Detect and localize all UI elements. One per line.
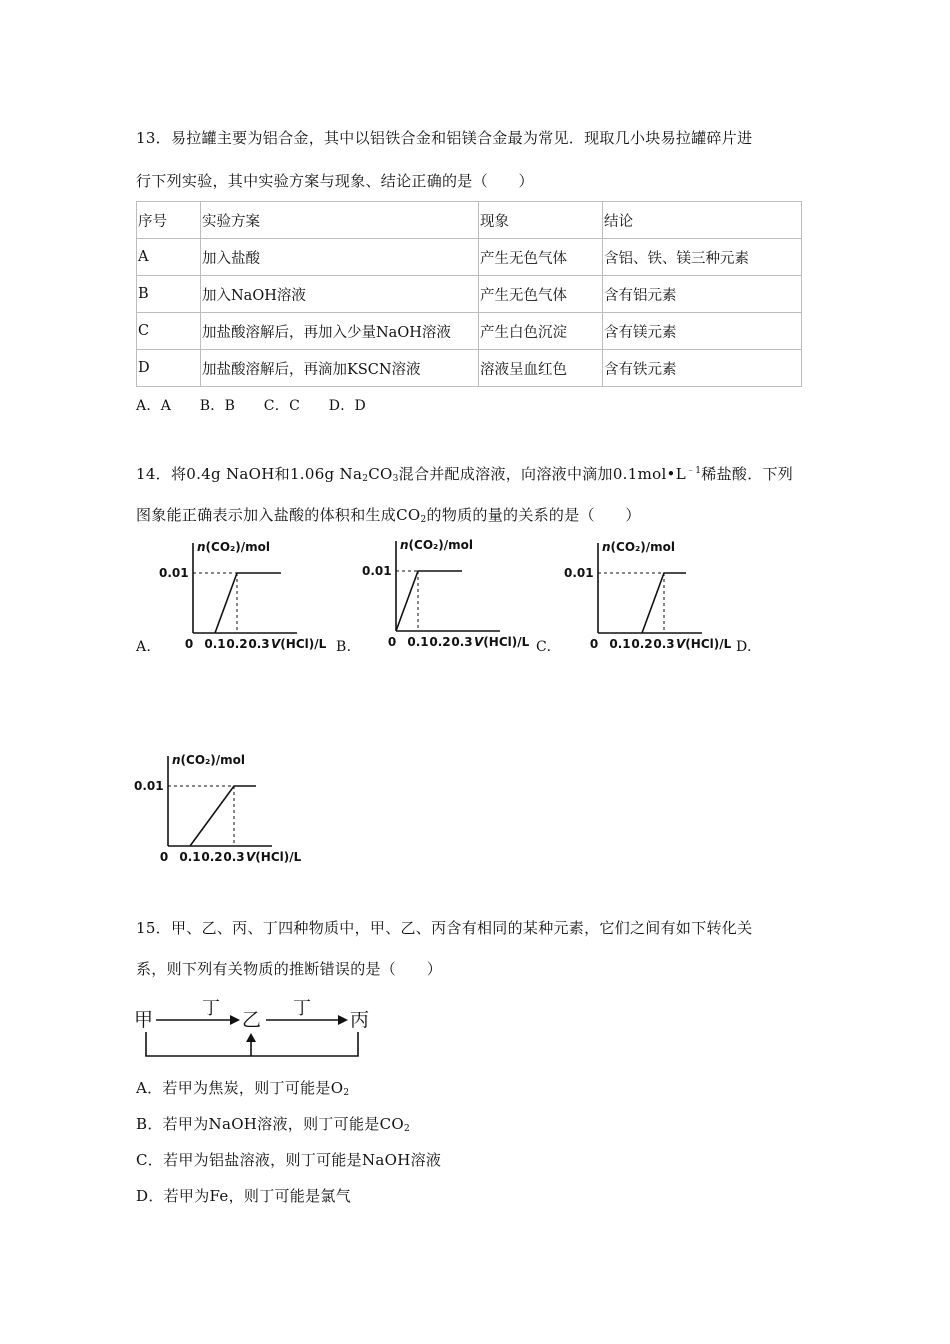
arrow-head [338,1015,348,1025]
option-text: A．若甲为焦炭，则丁可能是O [136,1079,344,1097]
subscript: 2 [343,1088,350,1098]
table-row [137,239,802,276]
table-cell: C [137,313,201,350]
table-cell: 加盐酸溶解后，再滴加KSCN溶液 [201,350,479,387]
x-tick-label: 0.3 [451,635,473,648]
superscript: ﹣1 [685,466,702,476]
graph-option-a [155,535,340,650]
series-line [190,786,256,846]
x-tick-label: 0.2 [226,637,248,650]
q15-stem-line1: 15．甲、乙、丙、丁四种物质中，甲、乙、丙含有相同的某种元素，它们之间有如下转化关 [136,919,753,937]
option-text: B．若甲为NaOH溶液，则丁可能是CO [136,1115,404,1133]
x-tick-label: 0.3 [223,850,245,863]
table-cell: 含有铁元素 [603,350,802,387]
series-line [215,573,281,633]
x-tick-label: 0.3 [653,637,675,650]
y-axis-label: n(CO₂)/mol [602,540,676,554]
q15-option-d: D．若甲为Fe，则丁可能是氯气 [136,1187,351,1205]
table-cell: 加入盐酸 [201,239,479,276]
reagent-ding-1: 丁 [202,998,220,1019]
header-cell: 结论 [603,202,802,239]
x-tick-label: 0 [184,637,194,650]
subscript: 2 [420,515,427,525]
q14-stem-line1 [136,463,793,484]
q14-text: CO [368,465,393,483]
graph-option-b [358,533,543,648]
x-tick-label: 0.1 [204,637,226,650]
subscript: 2 [362,474,369,484]
reagent-ding-2: 丁 [293,998,311,1019]
subscript: 2 [403,1124,410,1134]
option-label-a: A. [136,639,152,655]
table-header-row [137,202,802,239]
table-cell: 加入NaOH溶液 [201,276,479,313]
table-cell: 含有铝元素 [603,276,802,313]
y-axis-label: n(CO₂)/mol [172,753,246,767]
x-tick-label: 0.1 [407,635,429,648]
y-axis-label: n(CO₂)/mol [400,538,474,552]
table-row [137,276,802,313]
q15-option-b [136,1113,410,1134]
x-axis-label: V(HCl)/L [246,850,302,863]
q14-stem-line2 [136,504,641,525]
series-line [396,571,462,631]
y-tick-label: 0.01 [134,779,164,793]
q14-text: 图象能正确表示加入盐酸的体积和生成CO [136,506,421,524]
table-row [137,313,802,350]
table-cell: 含铝、铁、镁三种元素 [603,239,802,276]
x-axis-label: V(HCl)/L [676,637,732,650]
table-cell: 产生无色气体 [479,276,603,313]
subscript: 3 [392,474,399,484]
q13-stem-line1: 13．易拉罐主要为铝合金，其中以铝铁合金和铝镁合金最为常见．现取几小块易拉罐碎片进 [136,129,753,147]
x-axis-label: V(HCl)/L [271,637,327,650]
table-cell: 含有镁元素 [603,313,802,350]
x-tick-label: 0.3 [248,637,270,650]
option-label-d: D. [736,639,752,655]
x-tick-label: 0.2 [201,850,223,863]
arrow-head [230,1015,240,1025]
graph-option-d [130,748,315,863]
q13-options: A．A B．B C．C D．D [136,398,367,414]
table-cell: B [137,276,201,313]
graph-option-c [560,535,745,650]
q14-text: 稀盐酸．下列 [701,465,794,483]
q15-option-c: C．若甲为铝盐溶液，则丁可能是NaOH溶液 [136,1151,442,1169]
option-label-b: B. [336,639,352,655]
x-tick-label: 0.2 [631,637,653,650]
x-tick-label: 0 [159,850,169,863]
substance-bing: 丙 [350,1009,370,1031]
table-cell: D [137,350,201,387]
substance-yi: 乙 [242,1009,262,1031]
y-tick-label: 0.01 [362,564,392,578]
table-cell: 产生白色沉淀 [479,313,603,350]
x-tick-label: 0.2 [429,635,451,648]
x-tick-label: 0 [387,635,397,648]
q14-text: 的物质的量的关系的是（ ） [426,506,641,524]
table-row [137,350,802,387]
table-cell: 产生无色气体 [479,239,603,276]
conversion-scheme [130,996,380,1062]
arrow-head [246,1033,256,1042]
table-cell: A [137,239,201,276]
y-tick-label: 0.01 [159,566,189,580]
table-cell: 溶液呈血红色 [479,350,603,387]
x-axis-label: V(HCl)/L [474,635,530,648]
x-tick-label: 0.1 [609,637,631,650]
table-cell: 加盐酸溶解后，再加入少量NaOH溶液 [201,313,479,350]
option-label-c: C. [536,639,552,655]
q13-experiment-table [136,201,802,387]
q15-option-a [136,1077,349,1098]
q14-text: 14．将0.4g NaOH和1.06g Na [136,465,363,483]
q13-stem-line2: 行下列实验，其中实验方案与现象、结论正确的是（ ） [136,172,534,190]
y-tick-label: 0.01 [564,566,594,580]
x-tick-label: 0.1 [179,850,201,863]
header-cell: 现象 [479,202,603,239]
header-cell: 实验方案 [201,202,479,239]
q14-text: 混合并配成溶液，向溶液中滴加0.1mol•L [398,465,686,483]
x-tick-label: 0 [589,637,599,650]
header-cell: 序号 [137,202,201,239]
substance-jia: 甲 [134,1009,154,1031]
q15-stem-line2: 系，则下列有关物质的推断错误的是（ ） [136,960,443,978]
y-axis-label: n(CO₂)/mol [197,540,271,554]
